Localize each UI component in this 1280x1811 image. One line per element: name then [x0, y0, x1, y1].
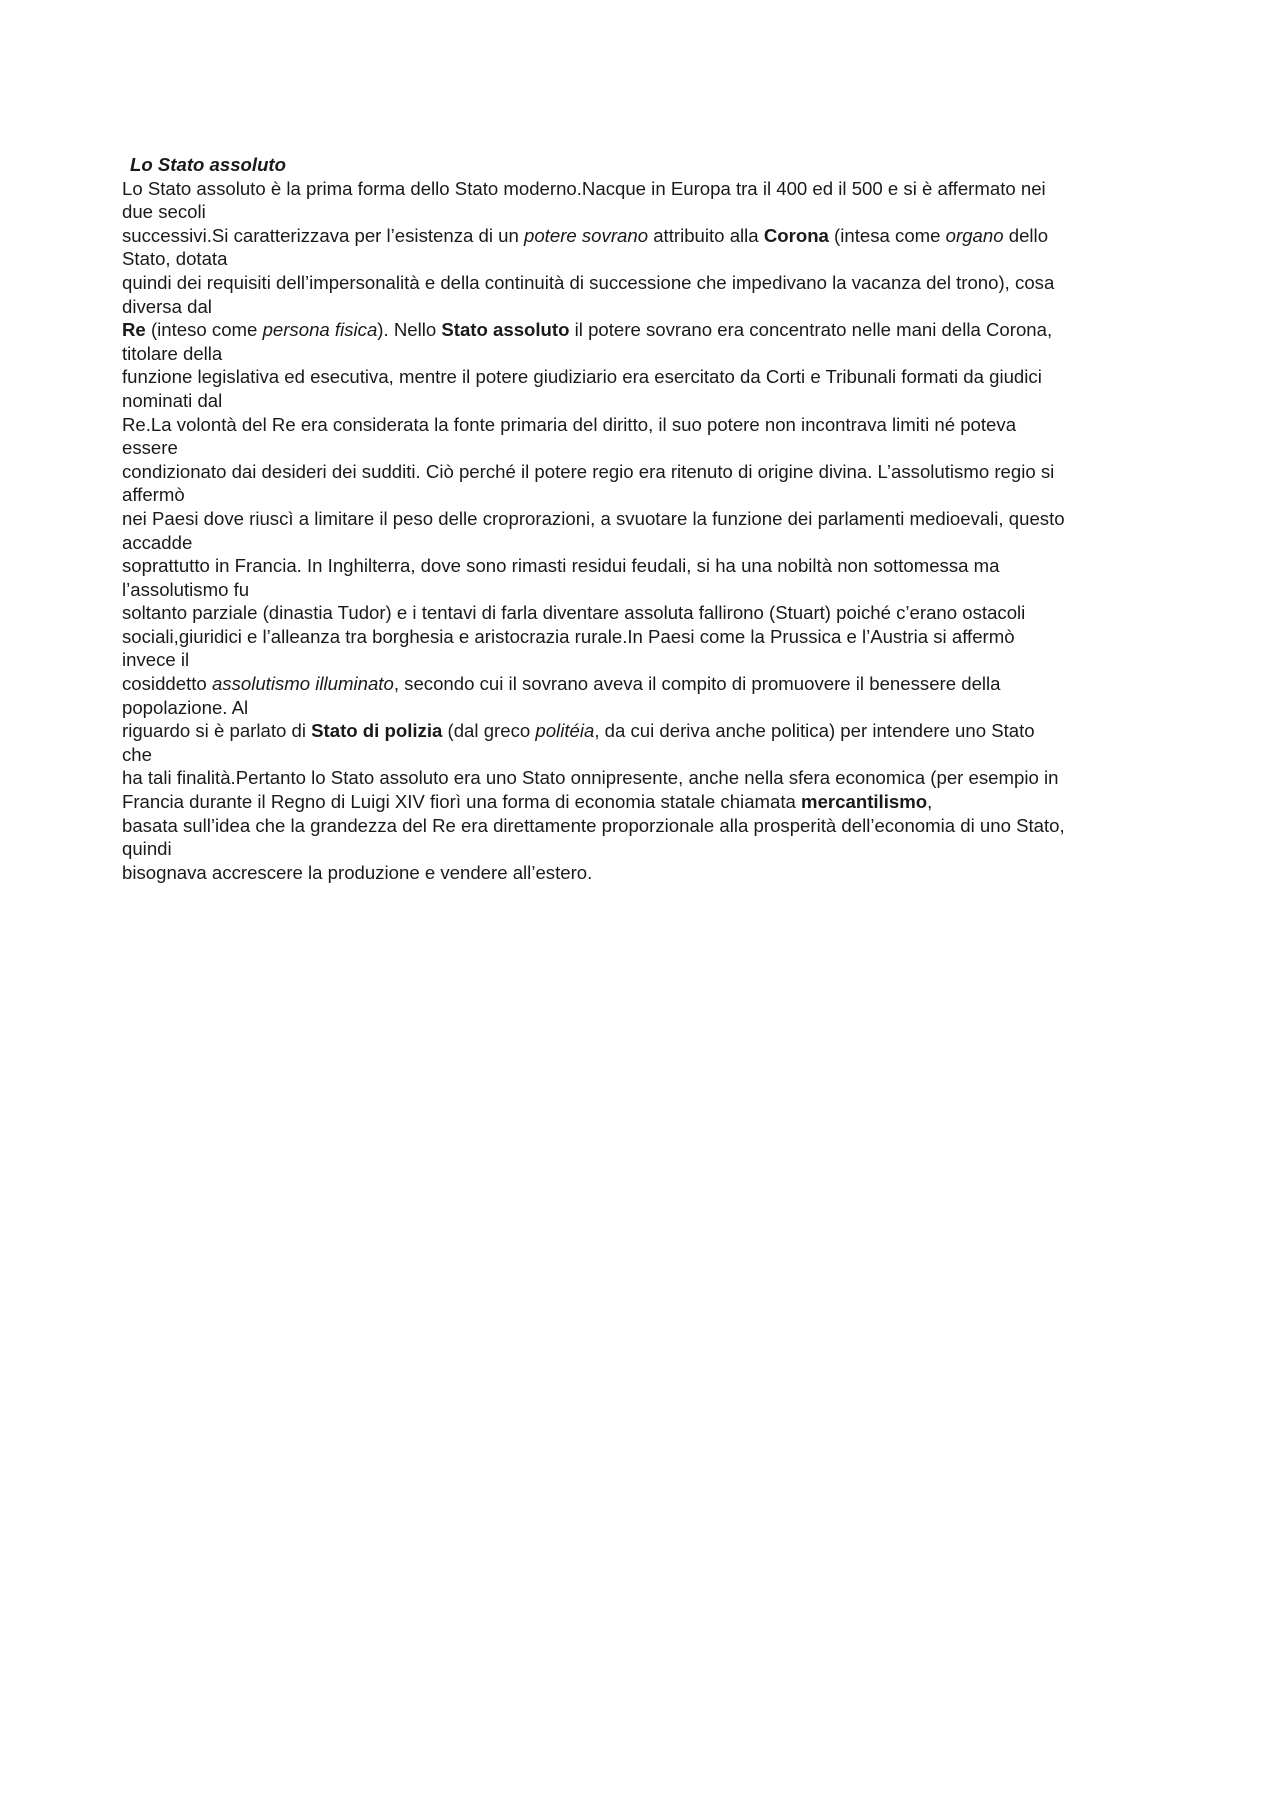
text-line	[122, 648, 1182, 672]
text-run: l’assolutismo fu	[122, 578, 250, 600]
text-line	[122, 200, 1182, 224]
text-run: attribuito alla	[648, 224, 764, 246]
italic-text: organo	[945, 224, 1004, 246]
text-run: dello	[1003, 224, 1049, 246]
text-run: (inteso come	[145, 319, 263, 341]
text-run: che	[122, 743, 152, 765]
text-run: riguardo si è parlato di	[122, 720, 312, 742]
text-run: soltanto parziale (dinastia Tudor) e i tentavi di farla diventare assoluta fallirono (Stuart) poiché c’erano ostacoli	[122, 602, 1026, 624]
text-run: Stato, dotata	[122, 248, 228, 270]
text-run: (intesa come	[828, 224, 946, 246]
text-line	[122, 766, 1182, 790]
text-line	[122, 790, 1182, 814]
text-line	[122, 247, 1182, 271]
text-line	[122, 483, 1182, 507]
text-run: successivi.Si caratterizzava per l’esistenza di un	[122, 224, 524, 246]
text-line	[122, 696, 1182, 720]
bold-text: Corona	[763, 224, 829, 246]
text-run: (dal greco	[442, 720, 536, 742]
text-line	[122, 531, 1182, 555]
text-line	[122, 625, 1182, 649]
italic-text: politéia	[535, 720, 595, 742]
text-run: Re.La volontà del Re era considerata la fonte primaria del diritto, il suo potere non incontrava limiti né poteva	[122, 413, 1017, 435]
text-line	[122, 342, 1182, 366]
text-line	[122, 578, 1182, 602]
text-line	[122, 743, 1182, 767]
text-line	[122, 436, 1182, 460]
text-run: ha tali finalità.Pertanto lo Stato assoluto era uno Stato onnipresente, anche nella sfera economica (per esempio in	[122, 767, 1059, 789]
bold-text: mercantilismo	[801, 791, 928, 813]
text-line	[122, 413, 1182, 437]
paragraph	[122, 177, 1182, 885]
text-line	[122, 554, 1182, 578]
text-line	[122, 318, 1182, 342]
text-run: accadde	[122, 531, 193, 553]
text-line	[122, 389, 1182, 413]
text-line	[122, 837, 1182, 861]
text-run: due secoli	[122, 201, 206, 223]
text-run: Francia durante il Regno di Luigi XIV fiorì una forma di economia statale chiamata	[122, 791, 802, 813]
text-run: ). Nello	[377, 319, 442, 341]
italic-text: potere sovrano	[524, 224, 649, 246]
text-run: affermò	[122, 484, 185, 506]
text-run: soprattutto in Francia. In Inghilterra, dove sono rimasti residui feudali, si ha una nobiltà non sottomessa ma	[122, 555, 1000, 577]
text-run: condizionato dai desideri dei sudditi. Ciò perché il potere regio era ritenuto di origine divina. L’assolutismo regio si	[122, 460, 1055, 482]
text-run: , secondo cui il sovrano aveva il compito di promuovere il benessere della	[393, 673, 1001, 695]
text-line	[122, 672, 1182, 696]
text-run: , da cui deriva anche politica) per intendere uno Stato	[594, 720, 1035, 742]
text-run: Lo Stato assoluto è la prima forma dello Stato moderno.Nacque in Europa tra il 400 ed il 500 e si è affermato nei	[122, 177, 1046, 199]
bold-text: Stato assoluto	[441, 319, 570, 341]
text-line	[122, 365, 1182, 389]
text-line	[122, 177, 1182, 201]
text-run: nominati dal	[122, 389, 223, 411]
bold-text: Stato di polizia	[311, 720, 443, 742]
text-run: il potere sovrano era concentrato nelle mani della Corona,	[569, 319, 1053, 341]
text-run: titolare della	[122, 342, 223, 364]
text-run: funzione legislativa ed esecutiva, mentre il potere giudiziario era esercitato da Corti e Tribunali formati da giudici	[122, 366, 1042, 388]
text-run: bisognava accrescere la produzione e vendere all’estero.	[122, 861, 593, 883]
text-line	[122, 861, 1182, 885]
text-line	[122, 295, 1182, 319]
text-run: diversa dal	[122, 295, 212, 317]
italic-text: assolutismo illuminato	[211, 673, 394, 695]
text-run: sociali,giuridici e l’alleanza tra borghesia e aristocrazia rurale.In Paesi come la Prussica e l’Austria si affermò	[122, 625, 1015, 647]
text-line	[122, 507, 1182, 531]
text-run: quindi dei requisiti dell’impersonalità e della continuità di successione che impedivano la vacanza del trono), cosa	[122, 271, 1055, 293]
text-line	[122, 814, 1182, 838]
bold-text: Re	[122, 319, 146, 341]
text-run: cosiddetto	[122, 673, 212, 695]
text-run: ,	[927, 791, 933, 813]
text-run: quindi	[122, 838, 172, 860]
text-run: essere	[122, 437, 178, 459]
text-run: invece il	[122, 649, 190, 671]
text-line	[122, 460, 1182, 484]
text-line	[122, 224, 1182, 248]
text-line	[122, 719, 1182, 743]
document-body	[122, 153, 1182, 884]
text-run: popolazione. Al	[122, 696, 249, 718]
text-run: nei Paesi dove riuscì a limitare il peso delle croprorazioni, a svuotare la funzione dei parlamenti medioevali, questo	[122, 507, 1065, 529]
text-run: basata sull’idea che la grandezza del Re era direttamente proporzionale alla prosperità dell’economia di uno Stato,	[122, 814, 1065, 836]
text-line	[122, 601, 1182, 625]
document-title: Lo Stato assoluto	[130, 154, 286, 175]
text-line	[122, 271, 1182, 295]
italic-text: persona fisica	[262, 319, 378, 341]
